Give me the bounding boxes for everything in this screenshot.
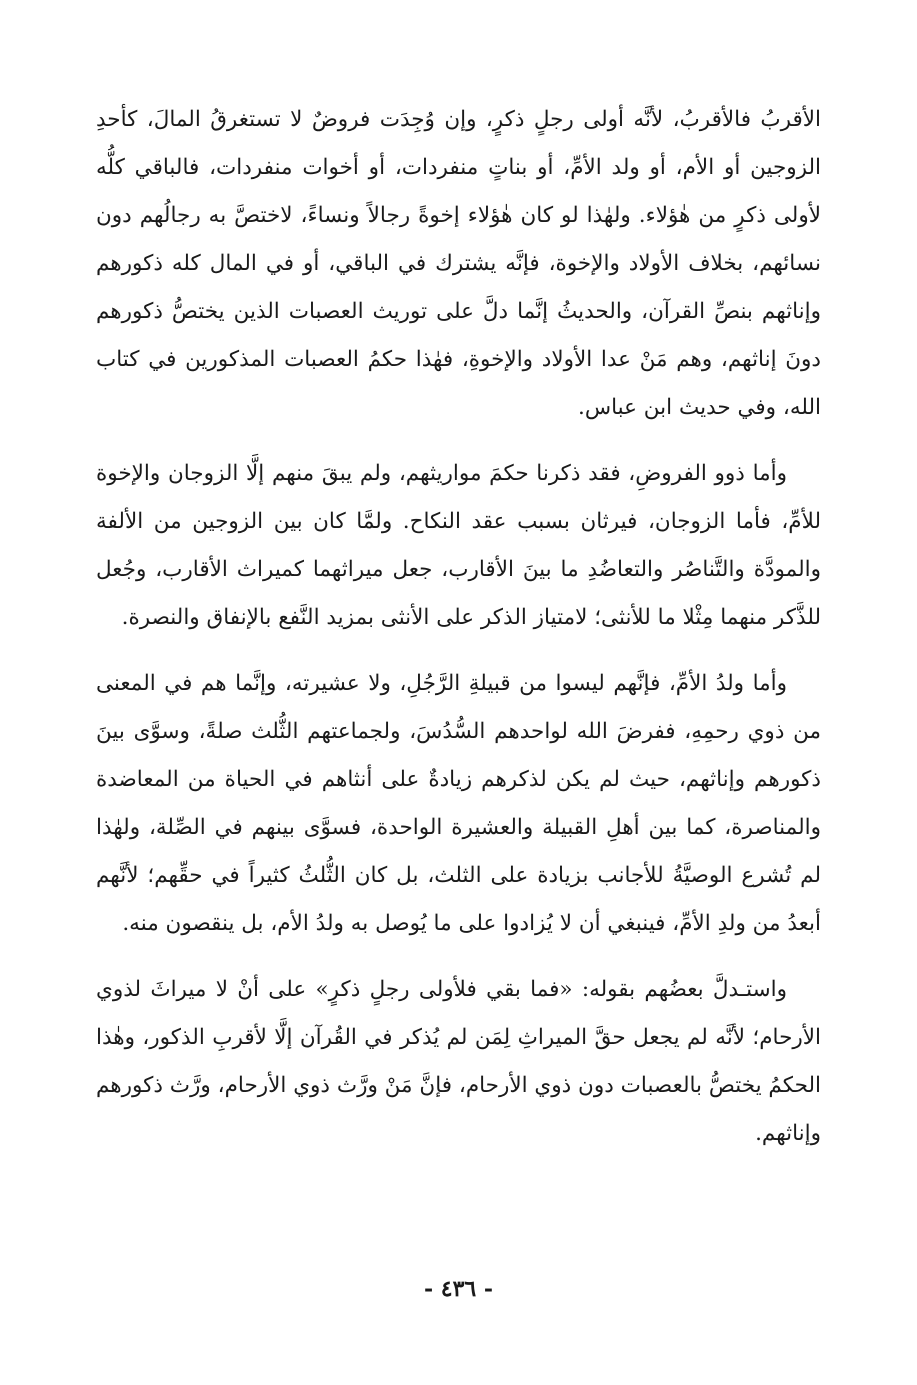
paragraph-2: وأما ذوو الفروضِ، فقد ذكرنا حكمَ مواريثهم، ولم يبقَ منهم إلَّا الزوجان والإخوة للأمِّ، فأما الزوجان، فيرثان بسبب عقد النكاح. ولمَّا كان بين الزوجين من الألفة والمودَّة والتَّناصُر والتعاضُدِ ما بينَ الأقارب، جعل ميراثهما كميراث الأقارب، وجُعل للذَّكر منهما مِثْلا ما للأنثى؛ لامتياز الذكر على الأنثى بمزيد النَّفع بالإنفاق والنصرة.	[96, 461, 821, 630]
paragraph-3: وأما ولدُ الأمِّ، فإنَّهم ليسوا من قبيلةِ الرَّجُلِ، ولا عشيرته، وإنَّما هم في المعنى من ذوي رحمِهِ، ففرضَ الله لواحدهم السُّدُسَ، ولجماعتهم الثُّلث صلةً، وسوَّى بينَ ذكورهم وإناثهم، حيث لم يكن لذكرهم زيادةٌ على أنثاهم في الحياة من المعاضدة والمناصرة، كما بين أهلِ القبيلة والعشيرة الواحدة، فسوَّى بينهم في الصِّلة، ولهٰذا لم تُشرع الوصيَّةُ للأجانب بزيادة على الثلث، بل كان الثُّلثُ كثيراً في حقِّهم؛ لأنَّهم أبعدُ من ولدِ الأمِّ، فينبغي أن لا يُزادوا على ما يُوصل به ولدُ الأم، بل ينقصون منه.	[96, 671, 821, 936]
paragraph-4: واستـدلَّ بعضُهم بقوله: «فما بقي فلأولى رجلٍ ذكرٍ» على أنْ لا ميراثَ لذوي الأرحام؛ لأنَّه لم يجعل حقَّ الميراثِ لِمَن لم يُذكر في القُرآن إلَّا لأقربِ الذكور، وهٰذا الحكمُ يختصُّ بالعصبات دون ذوي الأرحام، فإنَّ مَنْ ورَّث ذوي الأرحام، ورَّث ذكورهم وإناثهم.	[96, 977, 821, 1146]
paragraph-1: الأقربُ فالأقربُ، لأنَّه أولى رجلٍ ذكرٍ، وإن وُجِدَت فروضٌ لا تستغرقُ المالَ، كأحدِ الزوجين أو الأم، أو ولد الأمِّ، أو بناتٍ منفردات، أو أخوات منفردات، فالباقي كلُّه لأولى ذكرٍ من هٰؤلاء. ولهٰذا لو كان هٰؤلاء إخوةً رجالاً ونساءً، لاختصَّ به رجالُهم دون نسائهم، بخلاف الأولاد والإخوة، فإنَّه يشترك في الباقي، أو في المال كله ذكورهم وإناثهم بنصِّ القرآن، والحديثُ إنَّما دلَّ على توريث العصبات الذين يختصُّ ذكورهم دونَ إناثهم، وهم مَنْ عدا الأولاد والإخوةِ، فهٰذا حكمُ العصبات المذكورين في كتاب الله، وفي حديث ابن عباس.	[96, 107, 822, 420]
page-number: - ٤٣٦ -	[423, 1276, 494, 1302]
page-body	[96, 96, 821, 1176]
